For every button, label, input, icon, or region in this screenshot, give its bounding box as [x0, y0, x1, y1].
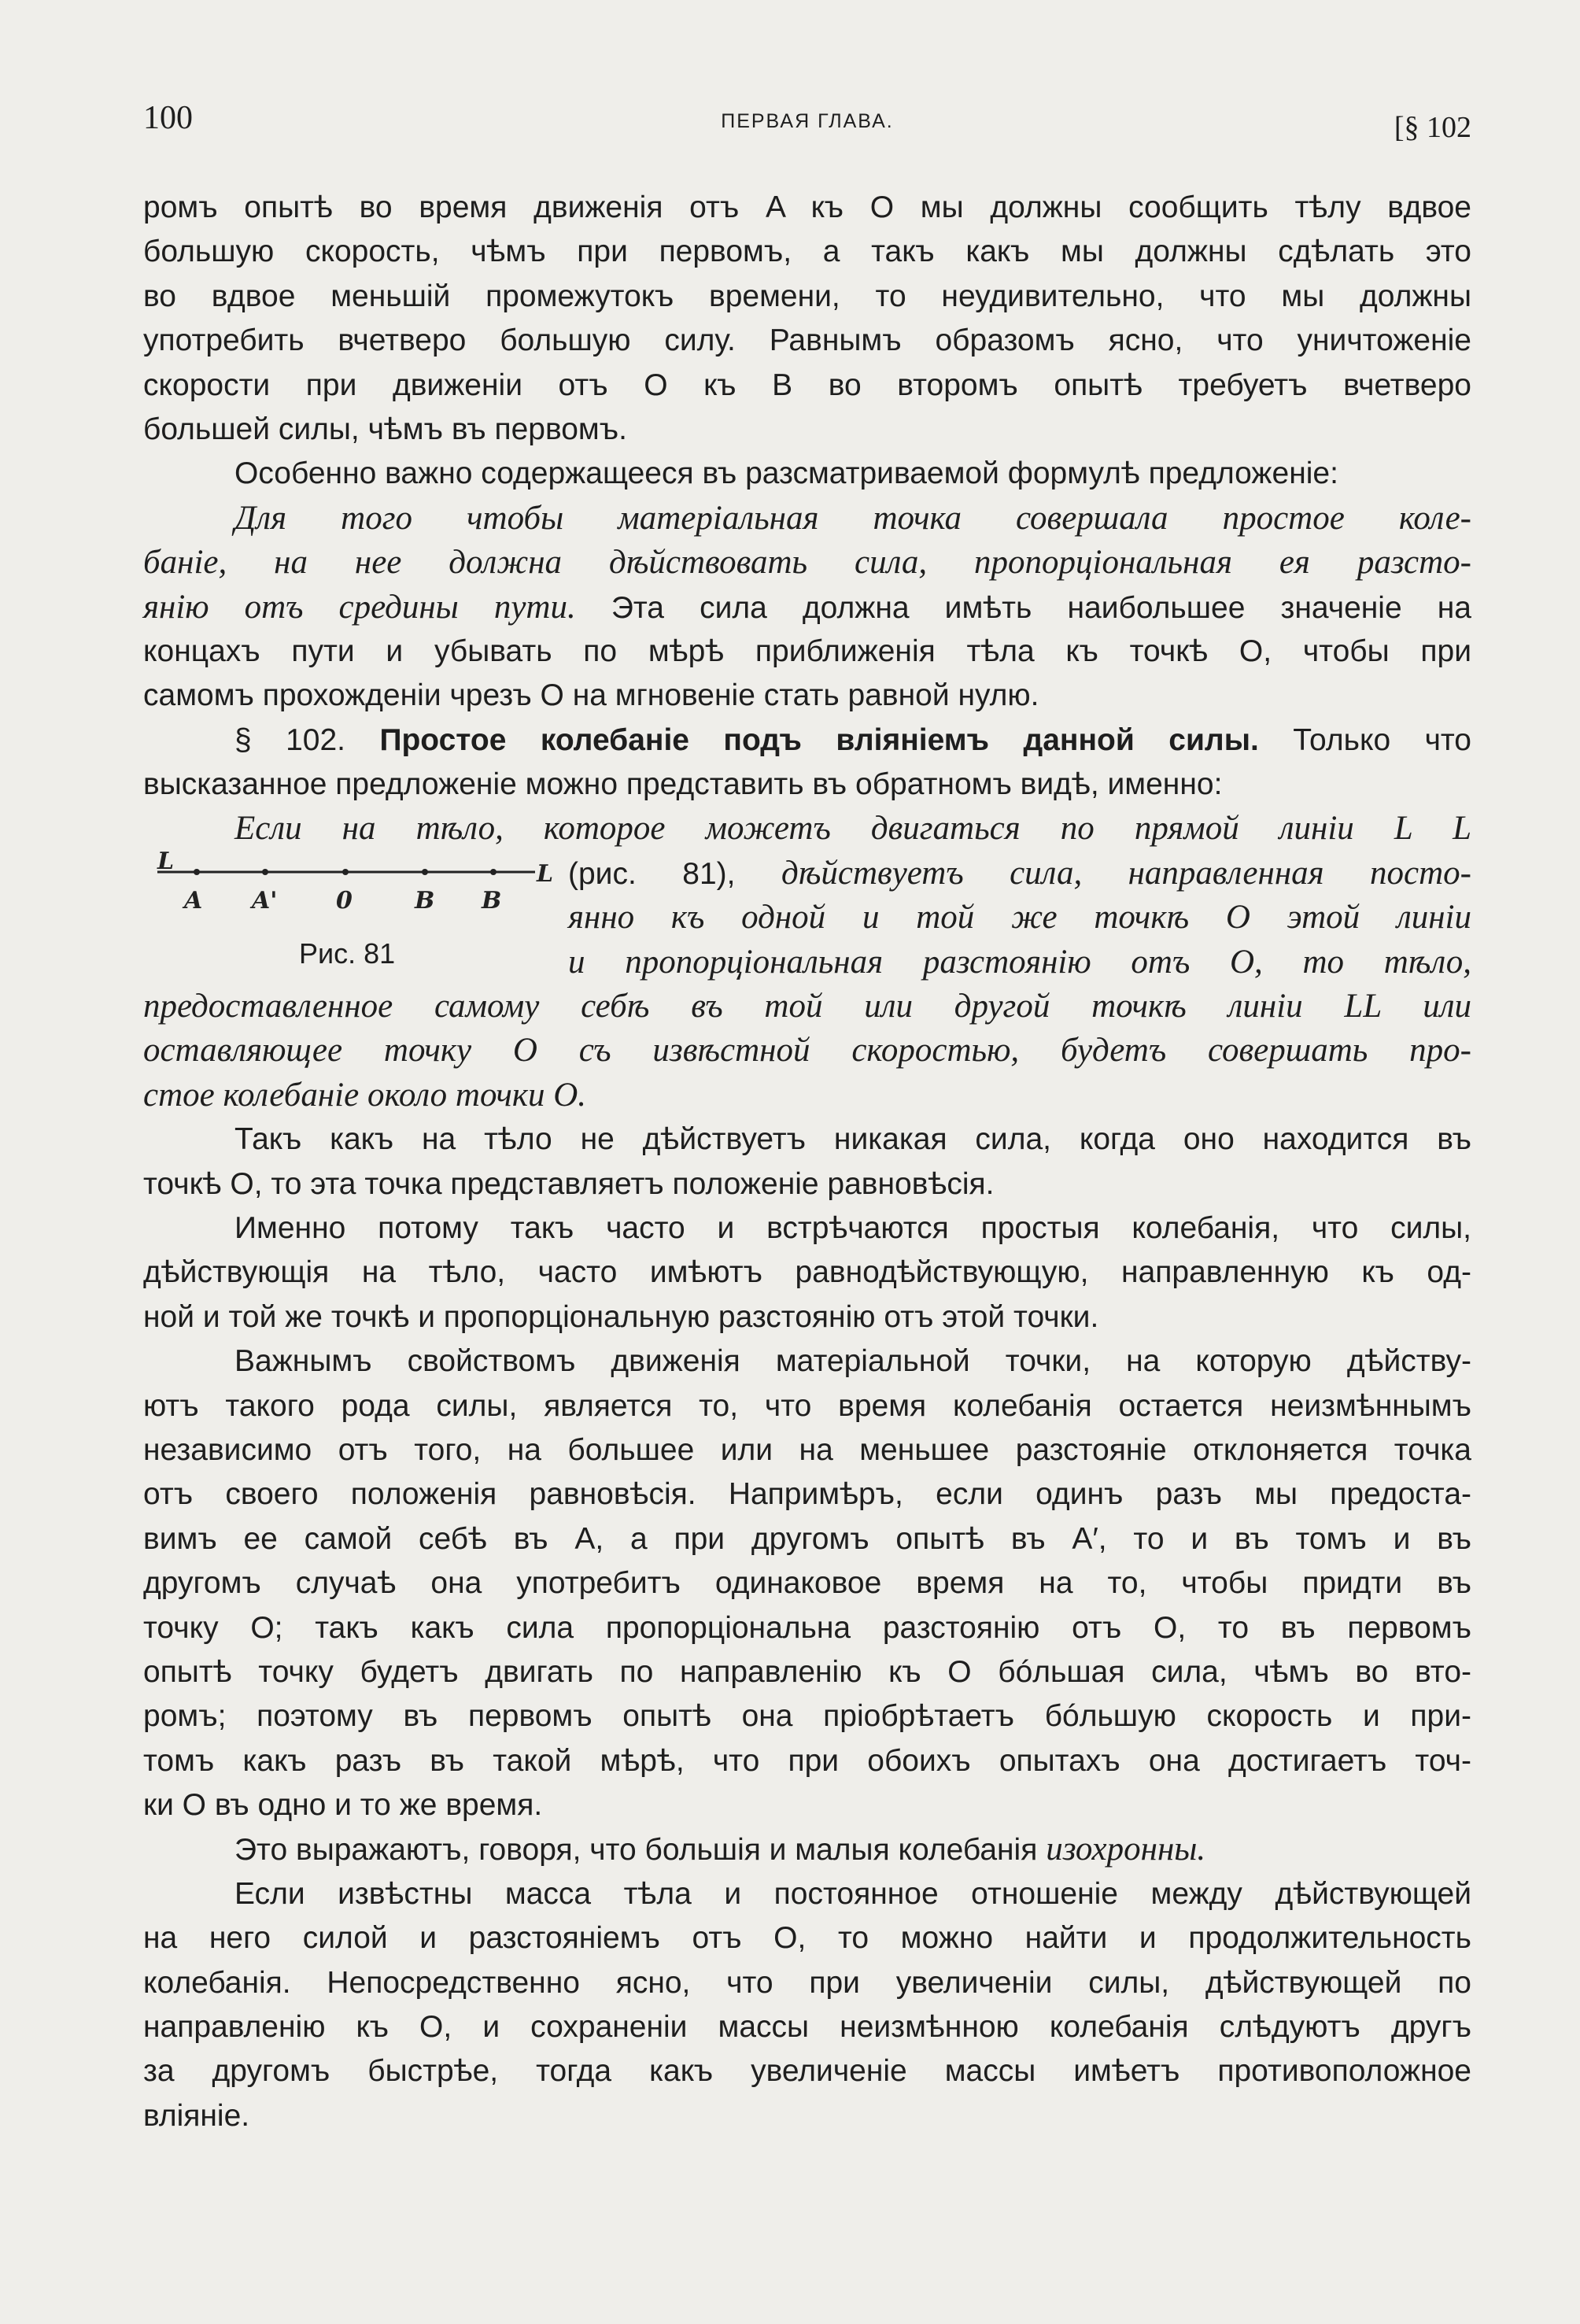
- italic-proposition-line: баніе, на нее должна дѣйствовать сила, пропорціональная ея разсто-: [143, 544, 1471, 582]
- figure-diagram: [143, 852, 568, 938]
- italic-proposition-line: предоставленное самому себѣ въ той или другой точкѣ линіи LL или: [143, 988, 1471, 1025]
- text-line: большую скорость, чѣмъ при первомъ, а такъ какъ мы должны сдѣлать это: [143, 235, 1471, 269]
- italic-phrase: янію отъ средины пути.: [143, 588, 576, 626]
- text-line: большей силы, чѣмъ въ первомъ.: [143, 412, 627, 446]
- text-line: опытѣ точку будетъ двигать по направленію къ O бóльшая сила, чѣмъ во вто-: [143, 1654, 1471, 1689]
- text-line: ки O въ одно и то же время.: [143, 1788, 543, 1823]
- text-line: другомъ случаѣ она употребитъ одинаковое время на то, чтобы придти въ: [143, 1566, 1471, 1601]
- text-line: ромъ опытѣ во время движенія отъ A къ O мы должны сообщить тѣлу вдвое: [143, 190, 1471, 224]
- italic-proposition-line: Если на тѣло, которое можетъ двигаться по прямой линіи L L: [234, 810, 1471, 848]
- text-line: вимъ ее самой себѣ въ A, а при другомъ опытѣ въ A′, то и въ томъ и въ: [143, 1521, 1471, 1556]
- text-line: отъ своего положенія равновѣсія. Напримѣръ, если одинъ разъ мы предоста-: [143, 1477, 1471, 1512]
- text-line: Особенно важно содержащееся въ разсматриваемой формулѣ предложеніе:: [234, 456, 1338, 491]
- section-reference: [§ 102: [1394, 111, 1471, 144]
- label-B: B: [482, 886, 502, 914]
- text-line: ромъ; поэтому въ первомъ опытѣ она пріобрѣтаетъ бóльшую скорость и при-: [143, 1699, 1471, 1734]
- text-line: во вдвое меньшій промежутокъ времени, то неудивительно, что мы должны: [143, 279, 1471, 313]
- text-run: Это выражаютъ, говоря, что большія и малыя колебанія: [234, 1833, 1047, 1868]
- label-A: A: [184, 886, 203, 914]
- text-line: самомъ прохожденіи чрезъ O на мгновеніе стать равной нулю.: [143, 678, 1039, 713]
- label-O: 0: [336, 886, 353, 914]
- text-line: скорости при движеніи отъ O къ B во второмъ опытѣ требуетъ вчетверо: [143, 368, 1471, 402]
- text-line: [143, 1827, 1471, 1871]
- italic-proposition-line: оставляющее точку O съ извѣстной скоростью, будетъ совершать про-: [143, 1032, 1471, 1070]
- section-title: Простое колебаніе подъ вліяніемъ данной силы.: [379, 722, 1259, 757]
- text-line: высказанное предложеніе можно представить въ обратномъ видѣ, именно:: [143, 767, 1223, 802]
- text-line: точку O; такъ какъ сила пропорціональна разстоянію отъ O, то въ первомъ: [143, 1610, 1471, 1645]
- text-line: томъ какъ разъ въ такой мѣрѣ, что при обоихъ опытахъ она достигаетъ точ-: [143, 1743, 1471, 1778]
- text-line: дѣйствующія на тѣло, часто имѣютъ равнодѣйствующую, направленную къ од-: [143, 1255, 1471, 1290]
- label-A-prime: A': [252, 886, 278, 914]
- text-run: Только что: [1258, 722, 1471, 757]
- page-header: [143, 93, 1471, 148]
- text-line: концахъ пути и убывать по мѣрѣ приближенія тѣла къ точкѣ O, чтобы при: [143, 634, 1471, 668]
- section-heading-line: [143, 719, 1471, 763]
- italic-phrase: дѣйствуетъ сила, направленная посто-: [781, 854, 1471, 892]
- text-line: ютъ такого рода силы, является то, что время колебанія остается неизмѣннымъ: [143, 1388, 1471, 1423]
- figure-reference: (рис. 81),: [568, 856, 781, 891]
- text-line: за другомъ быстрѣе, тогда какъ увеличеніе массы имѣетъ противоположное: [143, 2054, 1471, 2089]
- text-line: Именно потому такъ часто и встрѣчаются простыя колебанія, что силы,: [234, 1210, 1471, 1245]
- page-number: 100: [143, 100, 193, 136]
- figure-caption: Рис. 81: [299, 937, 396, 970]
- text-line: направленію къ O, и сохраненіи массы неизмѣнною колебанія слѣдуютъ другъ: [143, 2010, 1471, 2045]
- section-number: § 102.: [234, 722, 380, 757]
- label-L-right: L: [537, 859, 554, 888]
- label-B-prime: B: [415, 886, 435, 914]
- label-L-left: L: [157, 851, 175, 875]
- text-run: Эта сила должна имѣть наибольшее значеніе на: [575, 590, 1471, 625]
- text-line: Если извѣстны масса тѣла и постоянное отношеніе между дѣйствующей: [234, 1876, 1471, 1911]
- text-line: Важнымъ свойствомъ движенія матеріальной точки, на которую дѣйству-: [234, 1344, 1471, 1379]
- italic-proposition-line: и пропорціональная разстоянію отъ O, то тѣло,: [568, 943, 1471, 981]
- italic-proposition-line: янно къ одной и той же точкѣ O этой линіи: [568, 899, 1471, 937]
- body-text: [143, 186, 1471, 2138]
- text-line: колебанія. Непосредственно ясно, что при увеличеніи силы, дѣйствующей по: [143, 1965, 1471, 2000]
- chapter-title: ПЕРВАЯ ГЛАВА.: [721, 110, 894, 132]
- text-line: точкѣ O, то эта точка представляетъ положеніе равновѣсія.: [143, 1166, 995, 1201]
- text-line: Такъ какъ на тѣло не дѣйствуетъ никакая сила, когда оно находится въ: [234, 1122, 1471, 1157]
- text-line: вліяніе.: [143, 2098, 250, 2133]
- text-line: независимо отъ того, на большее или на меньшее разстояніе отклоняется точка: [143, 1432, 1471, 1467]
- text-line: на него силой и разстояніемъ отъ O, то можно найти и продолжительность: [143, 1921, 1471, 1956]
- italic-phrase: изохронны.: [1046, 1831, 1206, 1868]
- text-line: ной и той же точкѣ и пропорціональную разстоянію отъ этой точки.: [143, 1299, 1099, 1334]
- italic-proposition-line: Для того чтобы матеріальная точка совершала простое коле-: [234, 499, 1471, 537]
- text-line: [143, 586, 1471, 630]
- text-line: употребить вчетверо большую силу. Равнымъ образомъ ясно, что уничтоженіе: [143, 323, 1471, 358]
- italic-proposition-line: стое колебаніе около точки O.: [143, 1076, 587, 1114]
- figure-81: [143, 851, 568, 970]
